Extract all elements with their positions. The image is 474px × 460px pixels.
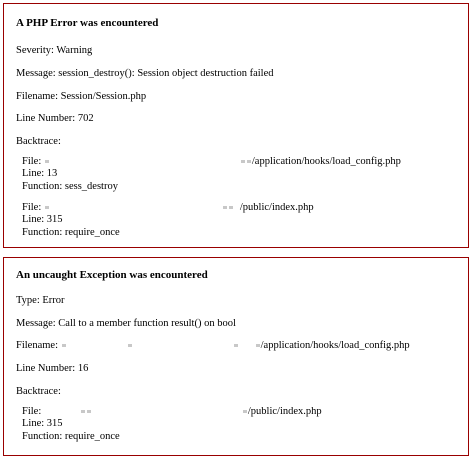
redacted-path xyxy=(239,341,255,350)
redacted-path xyxy=(50,157,240,166)
backtrace-file xyxy=(22,156,401,168)
redacted-path xyxy=(44,407,80,416)
backtrace-file-suffix: /application/hooks/load_config.php xyxy=(251,156,401,167)
backtrace-file-suffix: /public/index.php xyxy=(239,202,314,213)
exception-message: Message: Call to a member function result() on bool xyxy=(16,318,236,329)
redacted-path xyxy=(223,206,227,209)
backtrace-file xyxy=(22,406,322,418)
redacted-path xyxy=(50,203,222,212)
backtrace-line: Line: 13 xyxy=(22,168,58,179)
backtrace-file-prefix: File: xyxy=(22,406,44,417)
php-error-heading: A PHP Error was encountered xyxy=(16,17,159,29)
redacted-path xyxy=(87,410,91,413)
backtrace-file-suffix: /public/index.php xyxy=(247,406,322,417)
exception-box xyxy=(3,257,469,456)
php-error-filename: Filename: Session/Session.php xyxy=(16,91,147,102)
redacted-path xyxy=(62,344,66,347)
backtrace-function: Function: sess_destroy xyxy=(22,181,118,192)
redacted-path xyxy=(234,344,238,347)
redacted-path xyxy=(67,341,127,350)
redacted-path xyxy=(45,206,49,209)
backtrace-file-prefix: File: xyxy=(22,202,44,213)
backtrace-line: Line: 315 xyxy=(22,418,63,429)
backtrace-file-prefix: File: xyxy=(22,156,44,167)
backtrace-function: Function: require_once xyxy=(22,227,120,238)
redacted-path xyxy=(133,341,233,350)
redacted-path xyxy=(92,407,242,416)
exception-filename-suffix: /application/hooks/load_config.php xyxy=(260,340,410,351)
redacted-path xyxy=(241,160,245,163)
exception-heading: An uncaught Exception was encountered xyxy=(16,269,208,281)
redacted-path xyxy=(229,206,233,209)
redacted-path xyxy=(243,410,247,413)
php-error-line-number: Line Number: 702 xyxy=(16,113,94,124)
redacted-path xyxy=(256,344,260,347)
php-error-box xyxy=(3,3,469,248)
redacted-path xyxy=(81,410,85,413)
exception-filename-prefix: Filename: xyxy=(16,340,61,351)
redacted-path xyxy=(128,344,132,347)
php-error-severity: Severity: Warning xyxy=(16,45,93,56)
exception-type: Type: Error xyxy=(16,295,65,306)
redacted-path xyxy=(45,160,49,163)
php-error-backtrace-label: Backtrace: xyxy=(16,136,61,147)
redacted-path xyxy=(247,160,251,163)
exception-filename xyxy=(16,339,410,352)
exception-backtrace-label: Backtrace: xyxy=(16,386,61,397)
backtrace-line: Line: 315 xyxy=(22,214,63,225)
backtrace-file xyxy=(22,202,314,214)
backtrace-function: Function: require_once xyxy=(22,431,120,442)
exception-line-number: Line Number: 16 xyxy=(16,363,89,374)
php-error-message: Message: session_destroy(): Session object destruction failed xyxy=(16,68,274,79)
